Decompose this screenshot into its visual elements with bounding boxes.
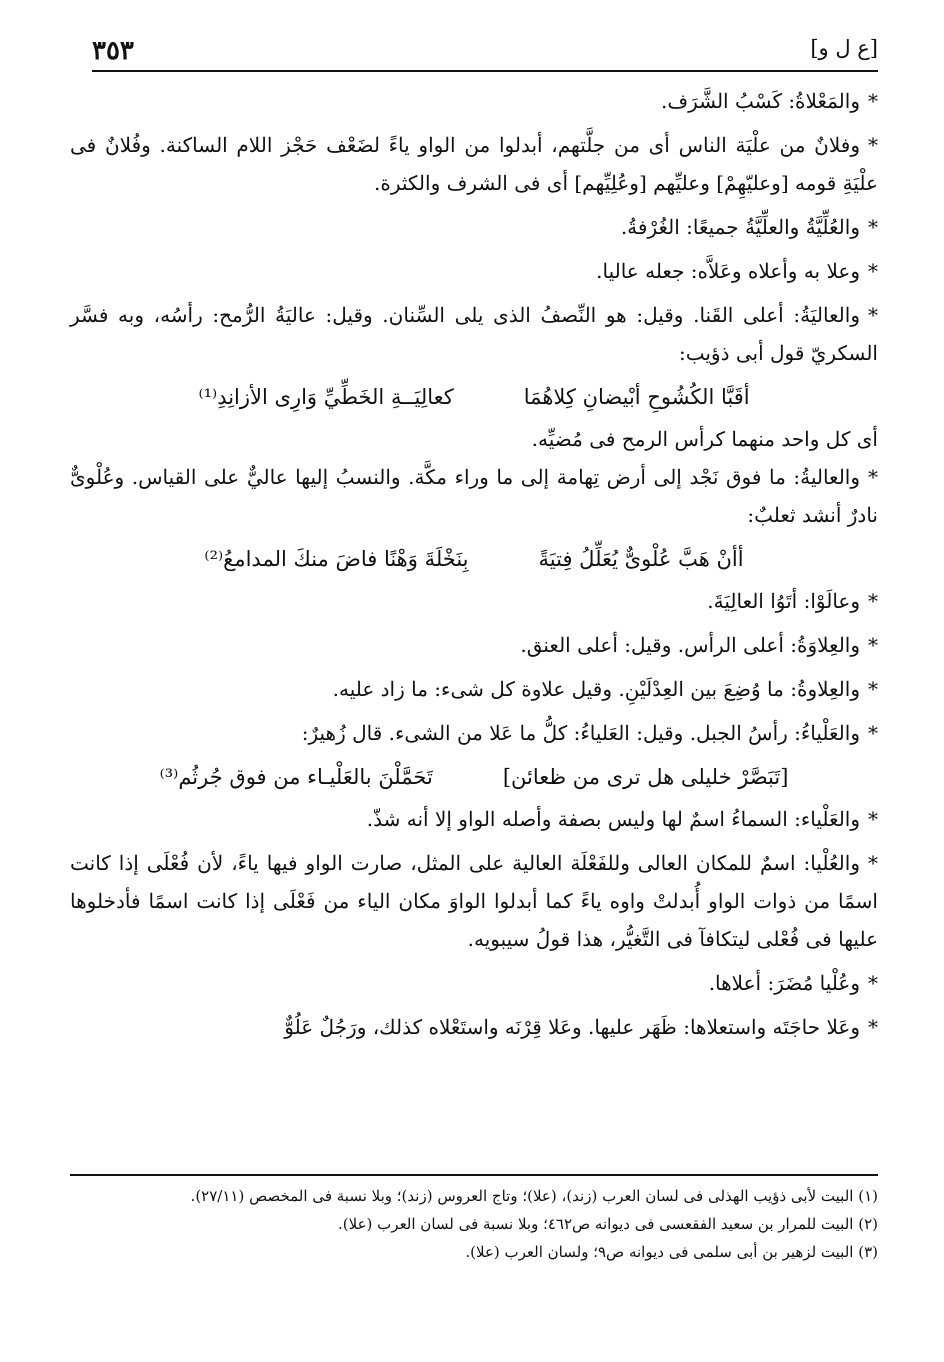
entry-ulya [70,844,878,958]
entry-text: وعلا به وأعلاه وعَلاَّه: جعله عاليا. [596,259,860,283]
entry-text: والعِلاوةُ: ما وُضِعَ بين العِدْلَيْنِ. وقيل علاوة كل شىء: ما زاد عليه. [332,677,860,701]
entry-star: * [868,851,878,875]
poetry-verse-2 [70,540,878,578]
entry-text: وعُلْيا مُضَرَ: أعلاها. [708,971,860,995]
entry-aliya [70,296,878,372]
entry-ilawa-head [70,626,878,664]
entry-text: والعاليةُ: ما فوق نَجْد إلى أرض تِهامة إلى ما وراء مكَّة. والنسبُ إليها عاليٌّ على القياس. وعُلْوىٌّ نادرٌ أنشد ثعلبٌ: [70,465,878,527]
entry-text: وعالَوْا: أتَوُا العالِيَةَ. [707,589,860,613]
entry-text: والعَلْياء: السماءُ اسمٌ لها وليس بصفة وأصله الواو إلا أنه شذّ. [366,807,860,831]
entry-star: * [868,465,878,489]
entry-ilawa-load [70,670,878,708]
entry-star: * [868,303,878,327]
entry-star: * [868,971,878,995]
entry-aliya-region [70,458,878,534]
footnote-1: (١) البيت لأبى ذؤيب الهذلى فى لسان العرب (زند)، (علا)؛ وتاج العروس (زند)؛ وبلا نسبة فى المخصص (٢٧/١١). [190,1187,878,1205]
poetry-verse-1 [70,378,878,416]
entry-aalaw [70,582,878,620]
footnote-2: (٢) البيت للمرار بن سعيد الفقعسى فى ديوانه ص٤٦٢؛ وبلا نسبة فى لسان العرب (علا). [338,1215,878,1233]
entry-alya-sky [70,800,878,838]
entry-star: * [868,589,878,613]
entry-maala [70,82,878,120]
entry-text: وعَلا حاجَتَه واستعلاها: ظَهَر عليها. وعَلا قِرْنَه واستَعْلاه كذلك، ورَجُلٌ عَلُوٌّ [284,1015,860,1039]
footnote-3: (٣) البيت لزهير بن أبى سلمى فى ديوانه ص٩؛ ولسان العرب (علا). [465,1243,878,1261]
entry-ilya [70,126,878,202]
main-text [70,82,878,1052]
entry-text: والعَلْياءُ: رأسُ الجبل. وقيل: العَلياءُ: كلُّ ما عَلا من الشىء. قال زُهيرٌ: [301,721,860,745]
root-letters-tag: [ع ل و] [810,36,878,60]
entry-text: والعُلِّيَّةُ والعلِّيَّةُ جميعًا: الغُرْفةُ. [620,215,860,239]
entry-star: * [868,133,878,157]
entry-text: وفلانٌ من علْيَة الناس أى من جلَّتهم، أبدلوا من الواو ياءً لضَعْف حَجْز اللام الساكنة. وفُلانٌ فى علْيَةِ قومه [وعليّهِمْ] وعليِّهم [وعُلِيِّهم] أى فى الشرف والكثرة. [70,133,878,195]
verse-first-hemistich: أأنْ هَبَّ عُلْوىٌّ يُعَلِّلُ فِتيَةً [538,547,744,571]
entry-star: * [868,89,878,113]
verse-second-hemistich: تَحَمَّلْنَ بالعَلْيـاء من فوق جُرثُم⁽³⁾ [159,765,433,789]
entry-text: والمَعْلاةُ: كَسْبُ الشَّرَف. [660,89,860,113]
entry-text: والعُلْيا: اسمٌ للمكان العالى وللفَعْلَة العالية على المثل، صارت الواو فيها ياءً، لأن فُعْلَى إذا كانت اسمًا من ذوات الواو أُبدلتْ واوه ياءً كما أبدلوا الواوَ مكان الياء من فَعْلَى إذا كانت اسمًا فأدخلوها عليها فى فُعْلى ليتكافآ فى التَّغيُّر، هذا قولُ سيبويه. [70,851,878,951]
entry-star: * [868,677,878,701]
entry-star: * [868,259,878,283]
entry-star: * [868,633,878,657]
entry-alya-mountain [70,714,878,752]
page-number: ٣٥٣ [92,36,134,66]
entry-ulliyya [70,208,878,246]
entry-ala-bih [70,252,878,290]
poetry-verse-3 [70,758,878,796]
verse-first-hemistich: أقَبَّا الكُشُوحِ أبْيضانِ كِلاهُمَا [523,385,750,409]
verse-first-hemistich: [تَبَصَّرْ خليلى هل ترى من ظعائن] [502,765,789,789]
verse-second-hemistich: بِنَخْلَةَ وَهْنًا فاضَ منكَ المدامعُ⁽²⁾ [204,547,469,571]
entry-text: والعاليَةُ: أعلى القَنا. وقيل: هو النِّصفُ الذى يلى السِّنان. وقيل: عاليَةُ الرُّمح: رأسُه، وبه فسَّر السكريّ قول أبى ذؤيب: [70,303,878,365]
verse-explanation: أى كل واحد منهما كرأس الرمح فى مُضيِّه. [531,427,878,451]
entry-star: * [868,807,878,831]
entry-star: * [868,1015,878,1039]
entry-ala-hajatah [70,1008,878,1046]
entry-star: * [868,215,878,239]
page-header [92,36,878,72]
verse-second-hemistich: كعالِيَــةِ الخَطِّيِّ وَارِى الأزانِدِ⁽¹⁾ [198,385,454,409]
entry-star: * [868,721,878,745]
entry-ulya-mudar [70,964,878,1002]
footnotes [70,1174,878,1266]
entry-text: والعِلاوَةُ: أعلى الرأس. وقيل: أعلى العنق. [520,633,860,657]
